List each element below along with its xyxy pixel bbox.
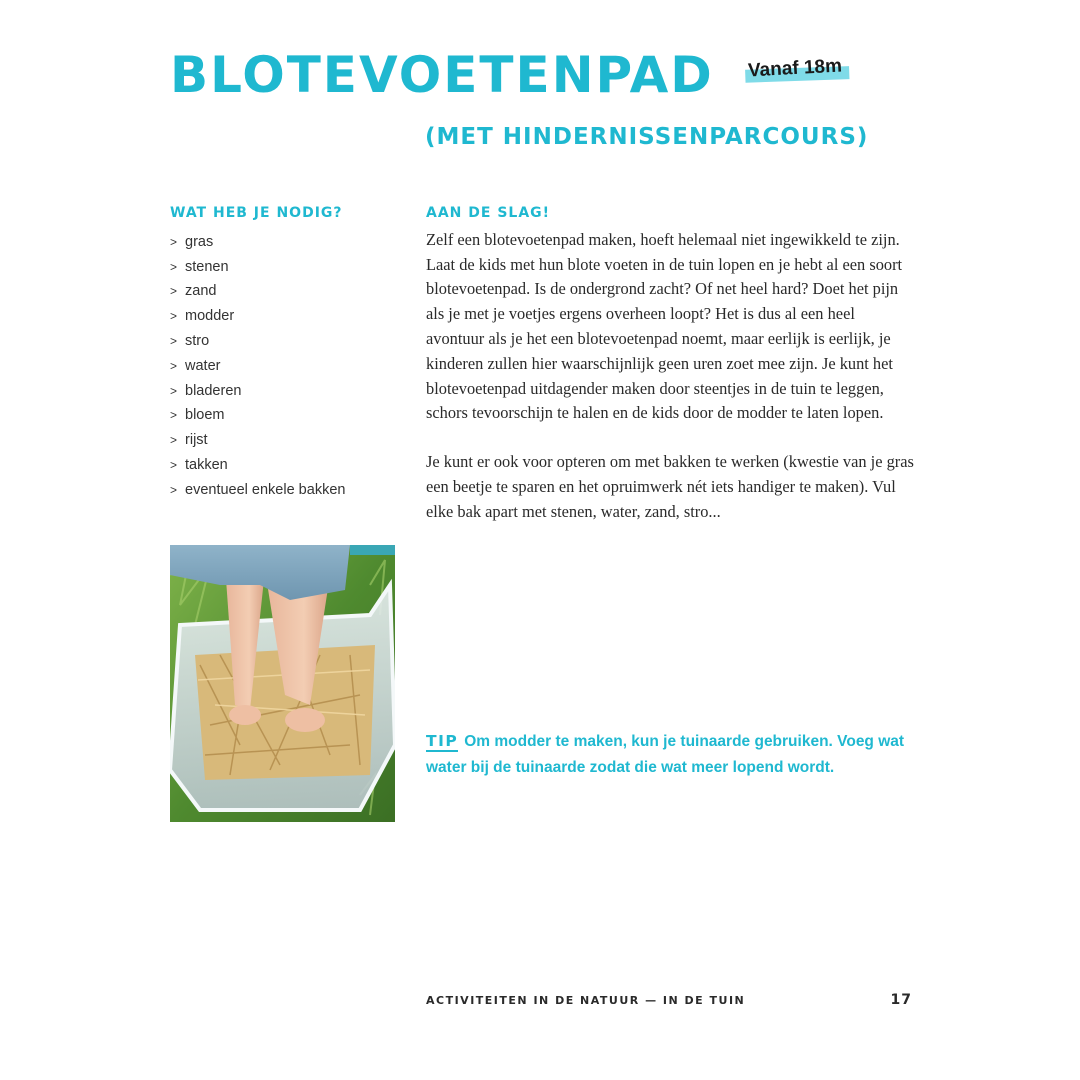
tip-label: TIP (426, 732, 459, 750)
child-feet-in-straw-photo (170, 545, 395, 822)
list-item-label: gras (185, 233, 214, 250)
chevron-right-icon: > (170, 408, 178, 423)
materials-list (170, 230, 400, 503)
chevron-right-icon: > (170, 333, 178, 348)
chevron-right-icon: > (170, 482, 178, 497)
list-item (170, 255, 400, 280)
list-item-label: takken (185, 456, 228, 473)
chevron-right-icon: > (170, 234, 178, 249)
chevron-right-icon: > (170, 383, 178, 398)
photo-illustration (170, 545, 395, 822)
materials-heading: WAT HEB JE NODIG? (170, 205, 343, 221)
chevron-right-icon: > (170, 309, 178, 324)
chevron-right-icon: > (170, 433, 178, 448)
instructions-paragraph-2: Je kunt er ook voor opteren om met bakken te werken (kwestie van je gras een beetje te sparen en het opruimwerk nét iets handiger te maken). Vul elke bak apart met stenen, water, zand, stro... (426, 452, 914, 521)
list-item-label: stro (185, 332, 210, 349)
footer-section-title: ACTIVITEITEN IN DE NATUUR — IN DE TUIN (426, 993, 746, 1007)
list-item-label: bladeren (185, 382, 242, 399)
list-item-label: stenen (185, 258, 229, 275)
list-item-label: eventueel enkele bakken (185, 481, 346, 498)
list-item (170, 453, 400, 478)
list-item (170, 354, 400, 379)
chevron-right-icon: > (170, 284, 178, 299)
list-item (170, 329, 400, 354)
list-item (170, 304, 400, 329)
instructions-heading: AAN DE SLAG! (426, 205, 551, 221)
list-item (170, 403, 400, 428)
list-item-label: water (185, 357, 221, 374)
list-item-label: modder (185, 308, 235, 325)
chevron-right-icon: > (170, 259, 178, 274)
list-item (170, 279, 400, 304)
list-item-label: zand (185, 283, 217, 300)
instructions-section (426, 205, 916, 525)
tip-text: Om modder te maken, kun je tuinaarde gebruiken. Voeg wat water bij de tuinaarde zodat die wat meer lopend wordt. (426, 733, 905, 776)
list-item (170, 230, 400, 255)
page-subtitle: (MET HINDERNISSENPARCOURS) (425, 124, 869, 150)
chevron-right-icon: > (170, 457, 178, 472)
tip-box (426, 728, 906, 781)
list-item (170, 478, 400, 503)
page-footer (426, 992, 912, 1008)
age-badge: Vanaf 18m (744, 55, 845, 82)
page-title: BLOTEVOETENPAD (170, 46, 714, 104)
list-item (170, 428, 400, 453)
list-item-label: rijst (185, 432, 208, 449)
list-item-label: bloem (185, 407, 225, 424)
chevron-right-icon: > (170, 358, 178, 373)
list-item (170, 379, 400, 404)
page-number: 17 (890, 992, 912, 1008)
materials-section (170, 205, 400, 503)
instructions-paragraph-1: Zelf een blotevoetenpad maken, hoeft helemaal niet ingewikkeld te zijn. Laat de kids met hun blote voeten in de tuin lopen en je hebt al een soort blotevoetenpad. Is de ondergrond zacht? Of net heel hard? Doet het pijn als je met je voetjes ergens overheen loopt? Het is dus al een heel avontuur als je het een blotevoetenpad noemt, maar eerlijk is eerlijk, je kinderen zullen hier waarschijnlijk geen uren zoet mee zijn. Je kunt het blotevoetenpad uitdagender maken door steentjes in de tuin te leggen, schors tevoorschijn te halen en de kids door de modder te laten lopen. (426, 229, 903, 423)
